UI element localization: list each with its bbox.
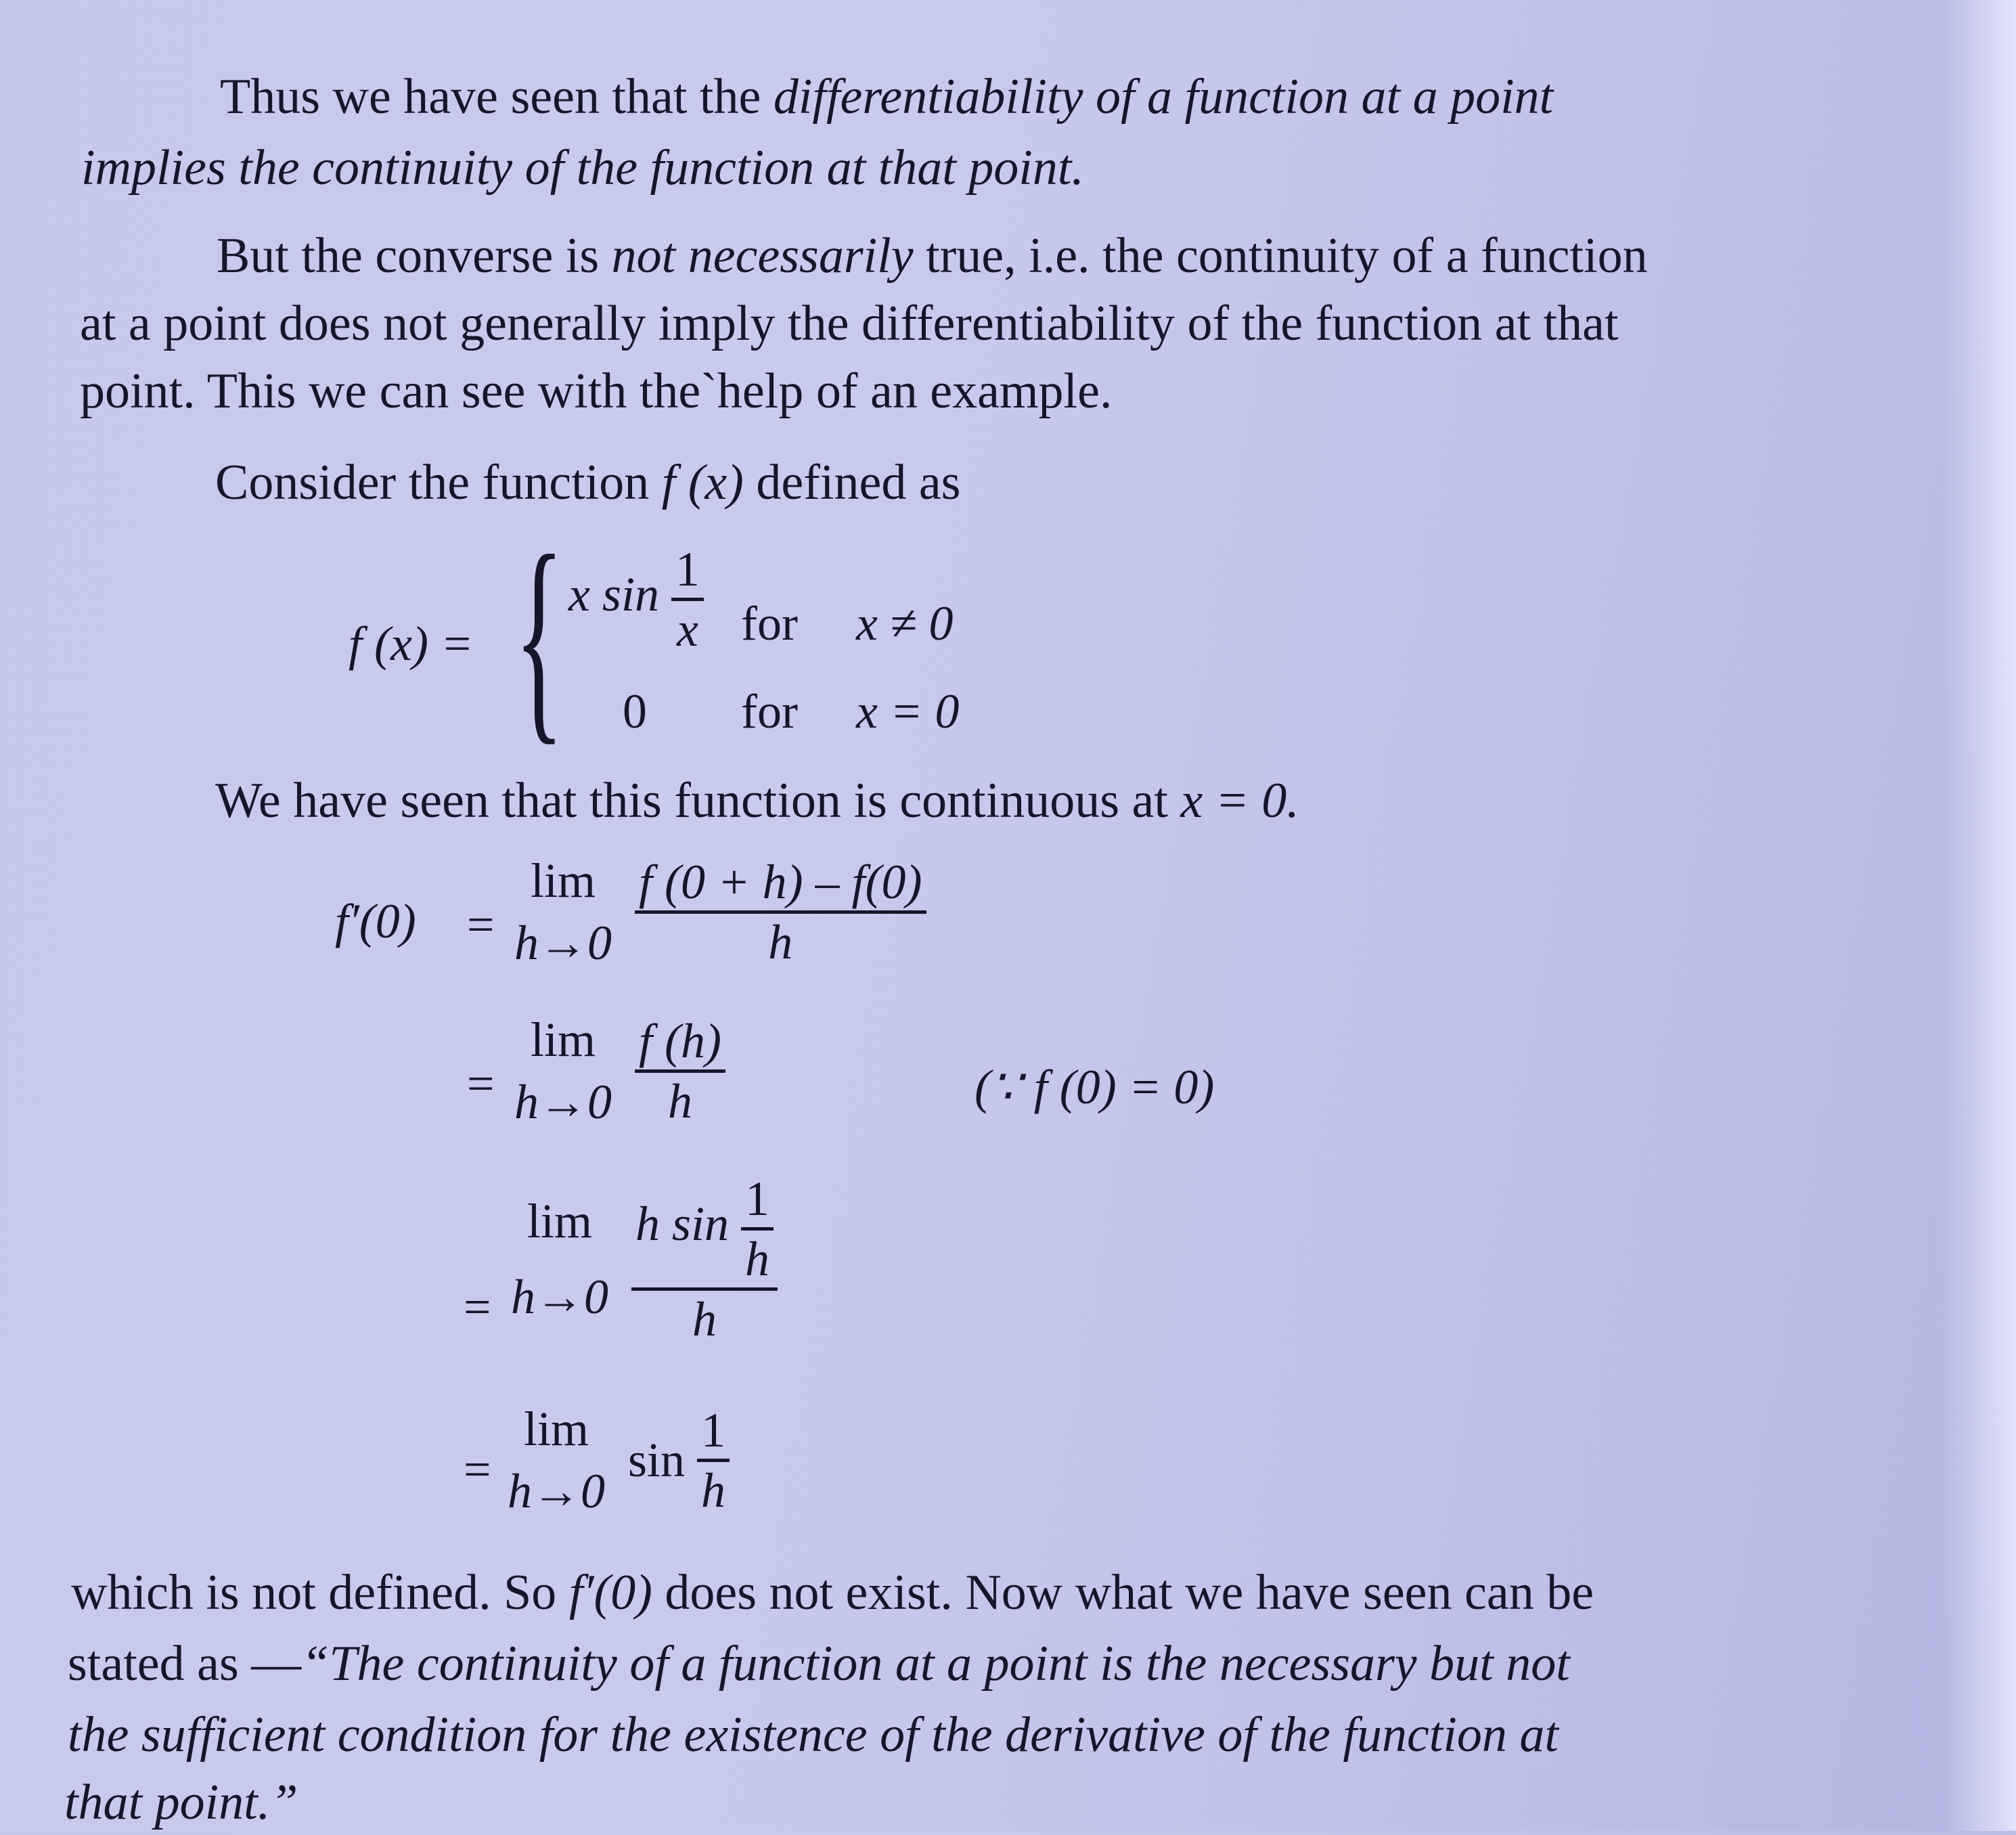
step-1-lim-sub: h→0 xyxy=(514,916,612,970)
step-2-lim-sub: h→0 xyxy=(514,1075,612,1129)
paragraph-2-line-1 xyxy=(217,223,1648,288)
step-3-inner-denominator: h xyxy=(745,1232,770,1286)
paragraph-1-text: Thus we have seen that the xyxy=(220,69,774,125)
case-2-for: for xyxy=(741,684,798,738)
step-4-lim-sub: h→0 xyxy=(508,1464,605,1518)
step-1-expression xyxy=(514,854,926,970)
paragraph-4-text: We have seen that this function is continuous at xyxy=(215,773,1181,828)
case-2-condition: x = 0 xyxy=(856,684,960,738)
paragraph-3-text-a: Consider the function xyxy=(215,455,662,510)
paragraph-2-text-c: true, i.e. the continuity of a function xyxy=(913,228,1648,284)
step-3-inner-fraction xyxy=(741,1172,774,1286)
case-1-condition: x ≠ 0 xyxy=(856,596,954,650)
step-2-fraction xyxy=(635,1013,725,1128)
paragraph-5-text-a: which is not defined. So xyxy=(71,1565,569,1620)
definition-case-1 xyxy=(568,542,704,657)
step-4-sin: sin xyxy=(628,1433,686,1487)
paragraph-5-line-4: that point.” xyxy=(64,1775,298,1830)
paragraph-3-text-b: defined as xyxy=(743,455,961,510)
paragraph-1-emphasis: differentiability of a function at a point xyxy=(773,69,1554,125)
paragraph-1-line-2: implies the continuity of the function at that point. xyxy=(81,140,1084,196)
paragraph-2-line-3: point. This we can see with the`help of an example. xyxy=(80,363,1113,419)
paragraph-4 xyxy=(215,768,1299,833)
step-2-expression xyxy=(514,1013,725,1129)
case-1-for: for xyxy=(741,596,798,650)
step-2-note: (∵ f (0) = 0) xyxy=(975,1060,1215,1114)
paragraph-5-line-1 xyxy=(71,1560,1594,1625)
step-3-numerator-text: h sin xyxy=(635,1197,730,1252)
paragraph-5-text-b: does not exist. Now what we have seen can be xyxy=(652,1565,1594,1620)
step-1-numerator: f (0 + h) – f(0) xyxy=(635,858,926,914)
step-2-equals: = xyxy=(467,1057,495,1111)
definition-brace: { xyxy=(514,508,564,764)
paragraph-2-line-2: at a point does not generally imply the differentiability of the function at that xyxy=(80,296,1619,351)
step-3-inner-numerator: 1 xyxy=(741,1174,774,1231)
step-1-equals: = xyxy=(467,898,495,952)
paragraph-3-function: f (x) xyxy=(661,455,744,510)
step-3-fraction xyxy=(631,1174,778,1344)
step-4-expression xyxy=(508,1402,730,1518)
step-4-denominator: h xyxy=(701,1463,726,1518)
case-2-expression: 0 xyxy=(623,684,647,738)
step-1-lim-label: lim xyxy=(530,854,596,908)
step-2-limit xyxy=(514,1013,612,1129)
step-3-lim-label: lim xyxy=(527,1194,592,1248)
definition-lhs: f (x) = xyxy=(349,617,474,671)
step-4-lim-label: lim xyxy=(523,1402,589,1456)
page-edge-highlight xyxy=(1942,0,2016,1831)
step-3-limit xyxy=(511,1194,608,1324)
step-3-numerator xyxy=(631,1174,778,1291)
paragraph-3 xyxy=(215,450,960,515)
step-1-limit xyxy=(514,854,612,970)
paragraph-5-stated-as: stated as — xyxy=(68,1636,302,1692)
step-2-numerator: f (h) xyxy=(635,1017,725,1073)
step-3-lim-sub: h→0 xyxy=(511,1270,608,1324)
step-1-denominator: h xyxy=(768,914,793,969)
paragraph-5-quote-start: “The continuity of a function at a point is the necessary but not xyxy=(301,1636,1570,1692)
paragraph-2-emphasis: not necessarily xyxy=(611,228,914,284)
case-1-fraction xyxy=(671,542,704,657)
step-2-denominator: h xyxy=(667,1074,692,1128)
step-4-equals: = xyxy=(464,1442,491,1497)
paragraph-1-line-1 xyxy=(220,64,1553,129)
step-4-fraction xyxy=(697,1402,730,1518)
paragraph-5-line-3: the sufficient condition for the existence of the derivative of the function at xyxy=(68,1707,1559,1763)
paragraph-5-line-2 xyxy=(68,1631,1570,1696)
step-3-expression xyxy=(511,1174,778,1344)
step-3-equals: = xyxy=(464,1280,491,1334)
step-3-denominator: h xyxy=(692,1292,717,1346)
paragraph-2-text-a: But the converse is xyxy=(217,228,612,284)
case-1-denominator: x xyxy=(677,602,698,657)
derivative-lhs: f′(0) xyxy=(335,894,416,948)
step-4-numerator: 1 xyxy=(697,1406,730,1462)
case-1-numerator: 1 xyxy=(671,545,704,601)
step-4-limit xyxy=(508,1402,605,1518)
paragraph-4-condition: x = 0. xyxy=(1180,773,1299,828)
step-2-lim-label: lim xyxy=(530,1013,596,1067)
step-1-fraction xyxy=(635,854,926,969)
case-1-expression: x sin xyxy=(568,567,659,622)
paragraph-5-derivative: f′(0) xyxy=(568,1565,652,1620)
